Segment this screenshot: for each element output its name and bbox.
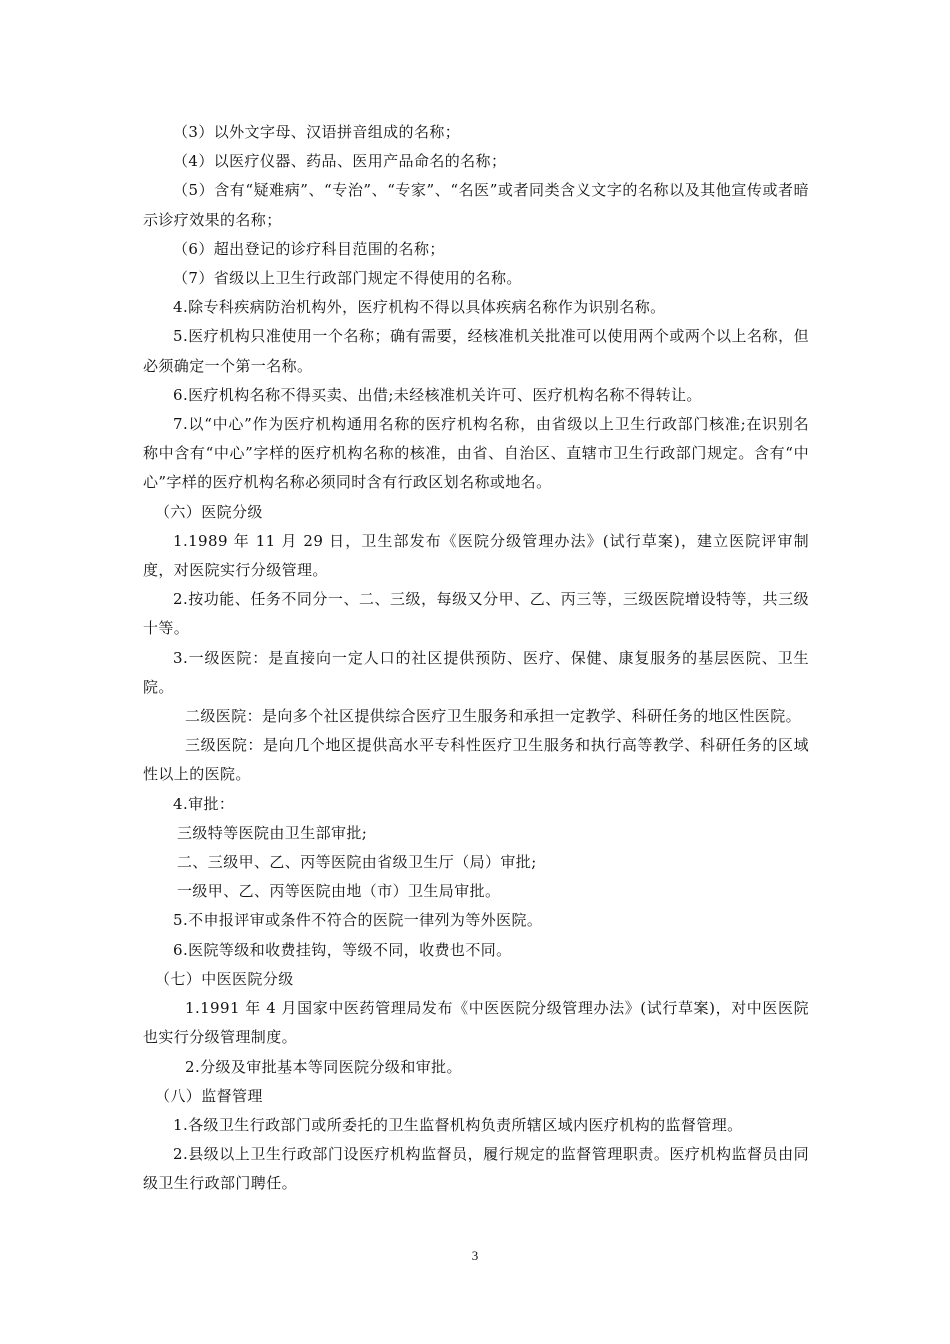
paragraph: 5.不申报评审或条件不符合的医院一律列为等外医院。 bbox=[173, 911, 543, 930]
paragraph: 5.医疗机构只准使用一个名称；确有需要，经核准机关批准可以使用两个或两个以上名称，但必须确定一个第一名称。 bbox=[143, 327, 809, 375]
paragraph: 6.医院等级和收费挂钩，等级不同，收费也不同。 bbox=[173, 940, 512, 959]
list-item: （6）超出登记的诊疗科目范围的名称； bbox=[173, 239, 445, 258]
list-item: （3）以外文字母、汉语拼音组成的名称； bbox=[173, 123, 461, 141]
body-text bbox=[143, 118, 809, 1199]
paragraph: 7.以“中心”作为医疗机构通用名称的医疗机构名称，由省级以上卫生行政部门核准;在识别名称中含有“中心”字样的医疗机构名称的核准，由省、自治区、直辖市卫生行政部门规定。含有“中心”字样的医疗机构名称必须同时含有行政区划名称或地名。 bbox=[143, 415, 809, 492]
paragraph: 2.按功能、任务不同分一、二、三级，每级又分甲、乙、丙三等，三级医院增设特等，共三级十等。 bbox=[143, 590, 809, 638]
section-heading: （六）医院分级 bbox=[155, 502, 263, 521]
list-item: 一级甲、乙、丙等医院由地（市）卫生局审批。 bbox=[177, 882, 501, 901]
paragraph: 4.除专科疾病防治机构外，医疗机构不得以具体疾病名称作为识别名称。 bbox=[173, 298, 666, 317]
page-number: 3 bbox=[471, 1248, 479, 1263]
list-item: （4）以医疗仪器、药品、医用产品命名的名称； bbox=[173, 152, 507, 171]
paragraph: 二级医院：是向多个社区提供综合医疗卫生服务和承担一定教学、科研任务的地区性医院。 bbox=[185, 707, 802, 726]
list-item: 三级特等医院由卫生部审批; bbox=[177, 823, 368, 842]
paragraph: 6.医疗机构名称不得买卖、出借;未经核准机关许可、医疗机构名称不得转让。 bbox=[173, 385, 702, 404]
paragraph: 3.一级医院：是直接向一定人口的社区提供预防、医疗、保健、康复服务的基层医院、卫生院。 bbox=[143, 648, 809, 696]
paragraph: 三级医院：是向几个地区提供高水平专科性医疗卫生服务和执行高等教学、科研任务的区域性以上的医院。 bbox=[143, 736, 809, 784]
paragraph: 1.各级卫生行政部门或所委托的卫生监督机构负责所辖区域内医疗机构的监督管理。 bbox=[173, 1115, 743, 1134]
paragraph: 2.分级及审批基本等同医院分级和审批。 bbox=[185, 1057, 462, 1076]
list-item: （5）含有“疑难病”、“专治”、“专家”、“名医”或者同类含义文字的名称以及其他宣传或者暗示诊疗效果的名称； bbox=[143, 181, 809, 229]
section-heading: （八）监督管理 bbox=[155, 1086, 263, 1105]
list-item: 二、三级甲、乙、丙等医院由省级卫生厅（局）审批; bbox=[177, 853, 537, 872]
section-heading: （七）中医医院分级 bbox=[155, 969, 294, 988]
paragraph: 1.1991 年 4 月国家中医药管理局发布《中医医院分级管理办法》(试行草案)，对中医医院也实行分级管理制度。 bbox=[143, 999, 809, 1047]
paragraph: 4.审批： bbox=[173, 794, 235, 813]
list-item: （7）省级以上卫生行政部门规定不得使用的名称。 bbox=[173, 269, 522, 288]
paragraph: 1.1989 年 11 月 29 日，卫生部发布《医院分级管理办法》(试行草案)，建立医院评审制度，对医院实行分级管理。 bbox=[143, 531, 809, 580]
paragraph: 2.县级以上卫生行政部门设医疗机构监督员，履行规定的监督管理职责。医疗机构监督员由同级卫生行政部门聘任。 bbox=[143, 1145, 809, 1193]
